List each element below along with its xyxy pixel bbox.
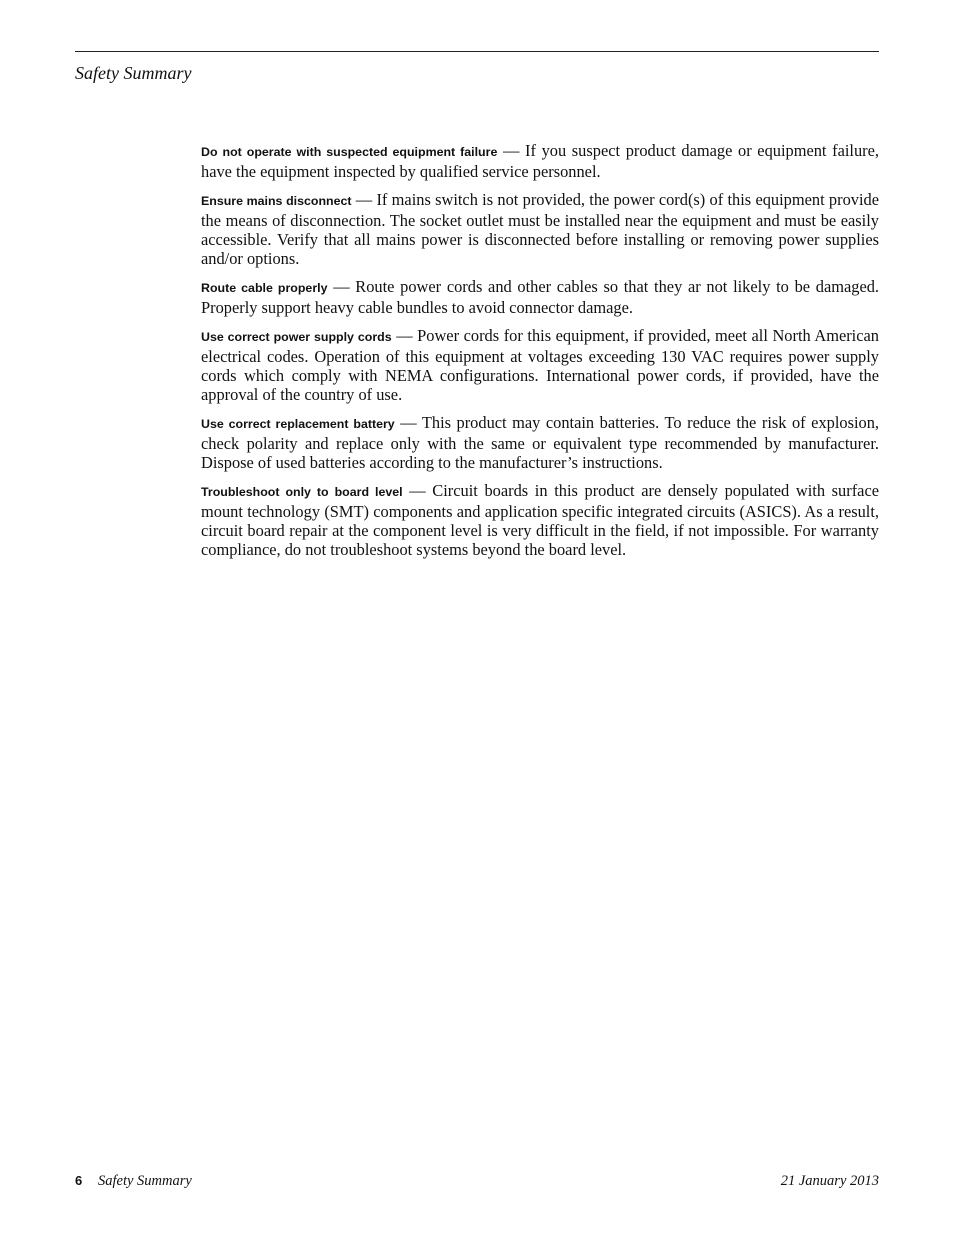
- safety-item-body: — Route power cords and other cables so that they ar not likely to be damaged. Properly support heavy cable bundles to avoid connector damage.: [201, 277, 880, 317]
- safety-item-power-supply-cords: [201, 326, 879, 404]
- safety-item-title: Use correct power supply cords: [201, 330, 392, 344]
- footer-section-title: Safety Summary: [98, 1173, 192, 1189]
- safety-items-list: [201, 141, 879, 568]
- page-number: 6: [75, 1173, 83, 1188]
- footer-date: 21 January 2013: [780, 1173, 879, 1189]
- running-header-title: Safety Summary: [75, 63, 192, 83]
- safety-item-body: — If you suspect product damage or equipment failure, have the equipment inspected by qualified service personnel.: [201, 141, 879, 181]
- safety-item-body: — This product may contain batteries. To reduce the risk of explosion, check polarity and replace only with the same or equivalent type recommended by manufacturer. Dispose of used batteries according to the manufacturer’s instructions.: [201, 413, 880, 472]
- safety-item-title: Route cable properly: [201, 281, 328, 295]
- safety-item-body: — If mains switch is not provided, the power cord(s) of this equipment provide the means of disconnection. The socket outlet must be installed near the equipment and must be easily accessible. Verify that all mains power is disconnected before installing or removing power supplies and/or options.: [201, 190, 879, 268]
- safety-item-body: — Circuit boards in this product are densely populated with surface mount technology (SMT) components and application specific integrated circuits (ASICS). As a result, circuit board repair at the component level is very difficult in the field, if not impossible. For warranty compliance, do not troubleshoot systems beyond the board level.: [201, 481, 879, 559]
- safety-item-mains-disconnect: [201, 190, 879, 268]
- safety-item-body: — Power cords for this equipment, if provided, meet all North American electrical codes. Operation of this equipment at voltages exceeding 130 VAC requires power supply cords which comply with NEMA configurations. International power cords, if provided, have the approval of the country of use.: [201, 326, 879, 404]
- safety-item-title: Ensure mains disconnect: [201, 194, 352, 208]
- safety-item-route-cable: [201, 277, 879, 317]
- safety-item-title: Do not operate with suspected equipment failure: [201, 145, 498, 159]
- safety-item-title: Troubleshoot only to board level: [201, 485, 403, 499]
- safety-item-equipment-failure: [201, 141, 879, 181]
- safety-item-title: Use correct replacement battery: [201, 417, 395, 431]
- header-rule: [75, 51, 879, 52]
- page-footer: [75, 1172, 879, 1190]
- safety-item-board-level: [201, 481, 879, 559]
- safety-item-replacement-battery: [201, 413, 879, 472]
